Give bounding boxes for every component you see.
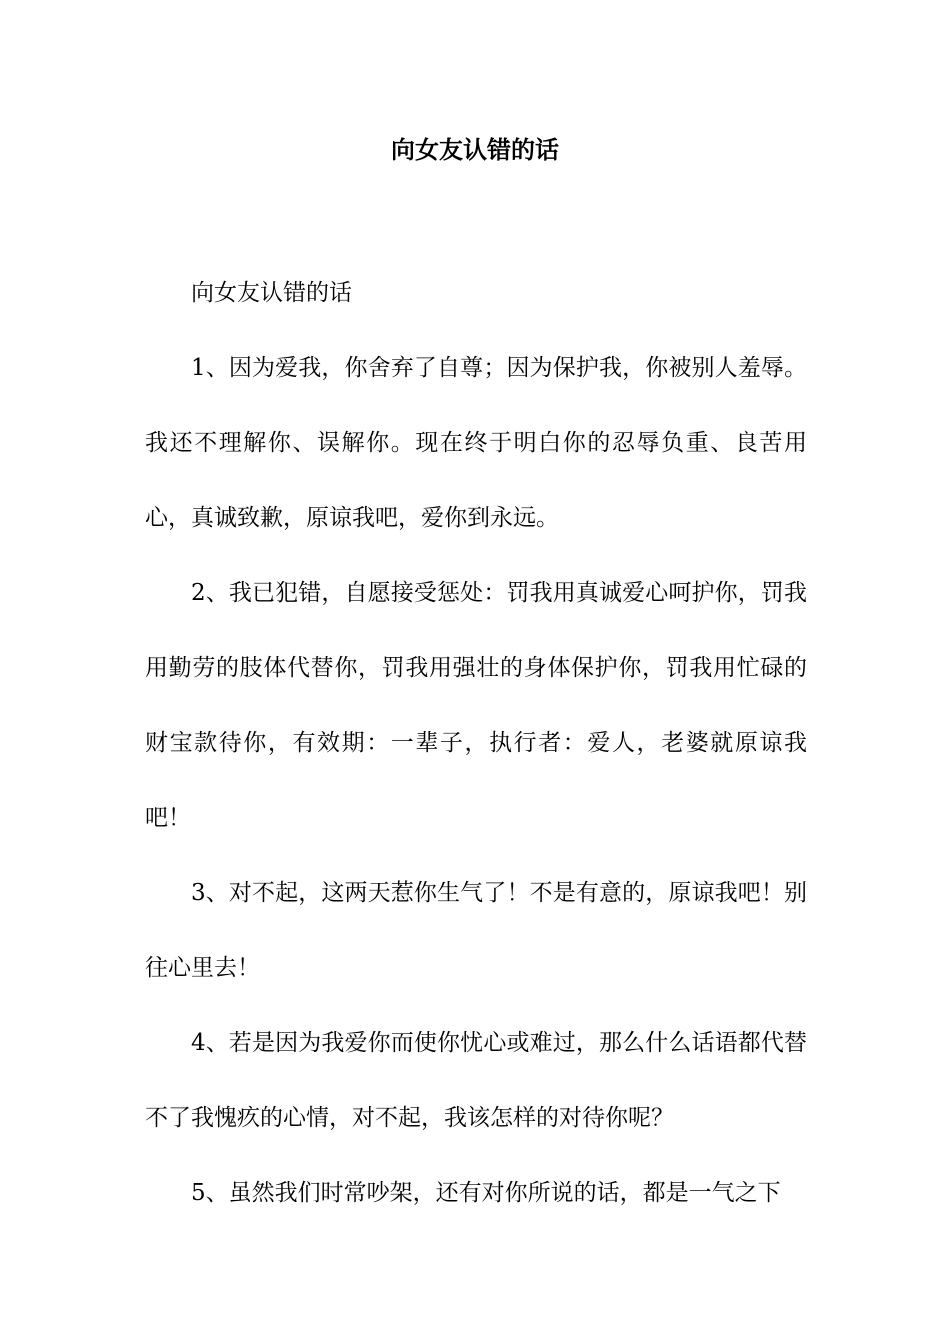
paragraph-heading: 向女友认错的话 <box>191 280 352 306</box>
paragraph-5: 5、虽然我们时常吵架，还有对你所说的话，都是一气之下 <box>191 1180 781 1206</box>
document-title: 向女友认错的话 <box>391 135 559 164</box>
paragraph-3: 3、对不起，这两天惹你生气了！不是有意的，原谅我吧！别往心里去！ <box>145 880 807 981</box>
paragraph-4: 4、若是因为我爱你而使你忧心或难过，那么什么话语都代替不了我愧疚的心情，对不起，我该怎样的对待你呢？ <box>145 1030 807 1131</box>
document-body <box>145 256 807 1231</box>
paragraph-1: 1、因为爱我，你舍弃了自尊；因为保护我，你被别人羞辱。我还不理解你、误解你。现在终于明白你的忍辱负重、良苦用心，真诚致歉，原谅我吧，爱你到永远。 <box>145 355 807 531</box>
paragraph-2: 2、我已犯错，自愿接受惩处：罚我用真诚爱心呵护你，罚我用勤劳的肢体代替你，罚我用强壮的身体保护你，罚我用忙碌的财宝款待你，有效期：一辈子，执行者：爱人，老婆就原谅我吧！ <box>145 580 807 831</box>
